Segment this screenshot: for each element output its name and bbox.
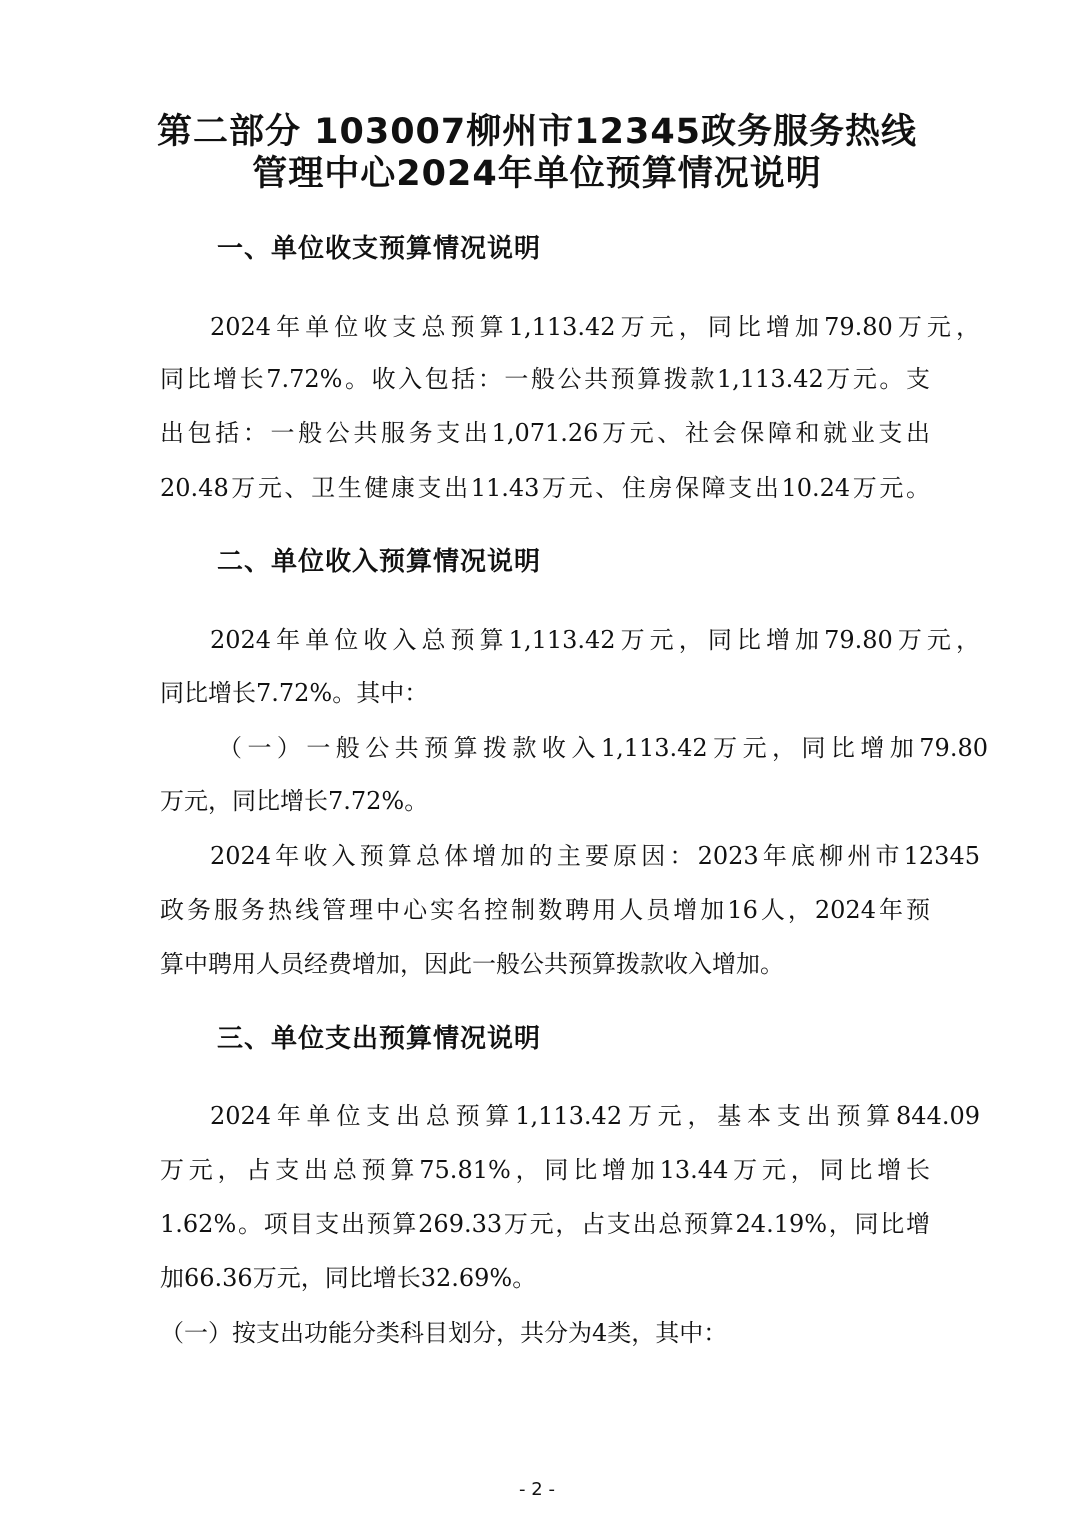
paragraph-line: 2024年收入预算总体增加的主要原因：2023年底柳州市12345 [210,842,980,870]
paragraph-line: 同比增长7.72%。其中： [160,679,429,707]
section-heading-2: 二、单位收入预算情况说明 [217,547,542,577]
paragraph-line: 2024年单位收入总预算1,113.42万元，同比增加79.80万元， [210,626,980,654]
paragraph-line: 1.62%。项目支出预算269.33万元，占支出总预算24.19%，同比增 [160,1210,930,1238]
document-title-line-2: 管理中心2024年单位预算情况说明 [252,154,822,194]
section-heading-3: 三、单位支出预算情况说明 [217,1024,542,1054]
paragraph-line: （一）一般公共预算拨款收入1,113.42万元，同比增加79.80 [218,734,988,762]
document-title-line-1: 第二部分 103007柳州市12345政务服务热线 [156,112,918,152]
paragraph-line: 20.48万元、卫生健康支出11.43万元、住房保障支出10.24万元。 [160,474,930,502]
paragraph-line: 2024年单位收支总预算1,113.42万元，同比增加79.80万元， [210,313,980,341]
paragraph-line: 加66.36万元，同比增长32.69%。 [160,1264,537,1292]
paragraph-line: 万元，同比增长7.72%。 [160,787,429,815]
section-heading-1: 一、单位收支预算情况说明 [217,234,542,264]
paragraph-line: 出包括：一般公共服务支出1,071.26万元、社会保障和就业支出 [160,419,930,447]
paragraph-line: 2024年单位支出总预算1,113.42万元，基本支出预算844.09 [210,1102,980,1130]
paragraph-line: （一）按支出功能分类科目划分，共分为4类，其中： [160,1319,728,1347]
paragraph-line: 同比增长7.72%。收入包括：一般公共预算拨款1,113.42万元。支 [160,365,930,393]
paragraph-line: 政务服务热线管理中心实名控制数聘用人员增加16人，2024年预 [160,896,930,924]
page-number: - 2 - [519,1479,555,1500]
paragraph-line: 算中聘用人员经费增加，因此一般公共预算拨款收入增加。 [160,950,784,978]
paragraph-line: 万元，占支出总预算75.81%，同比增加13.44万元，同比增长 [160,1156,930,1184]
